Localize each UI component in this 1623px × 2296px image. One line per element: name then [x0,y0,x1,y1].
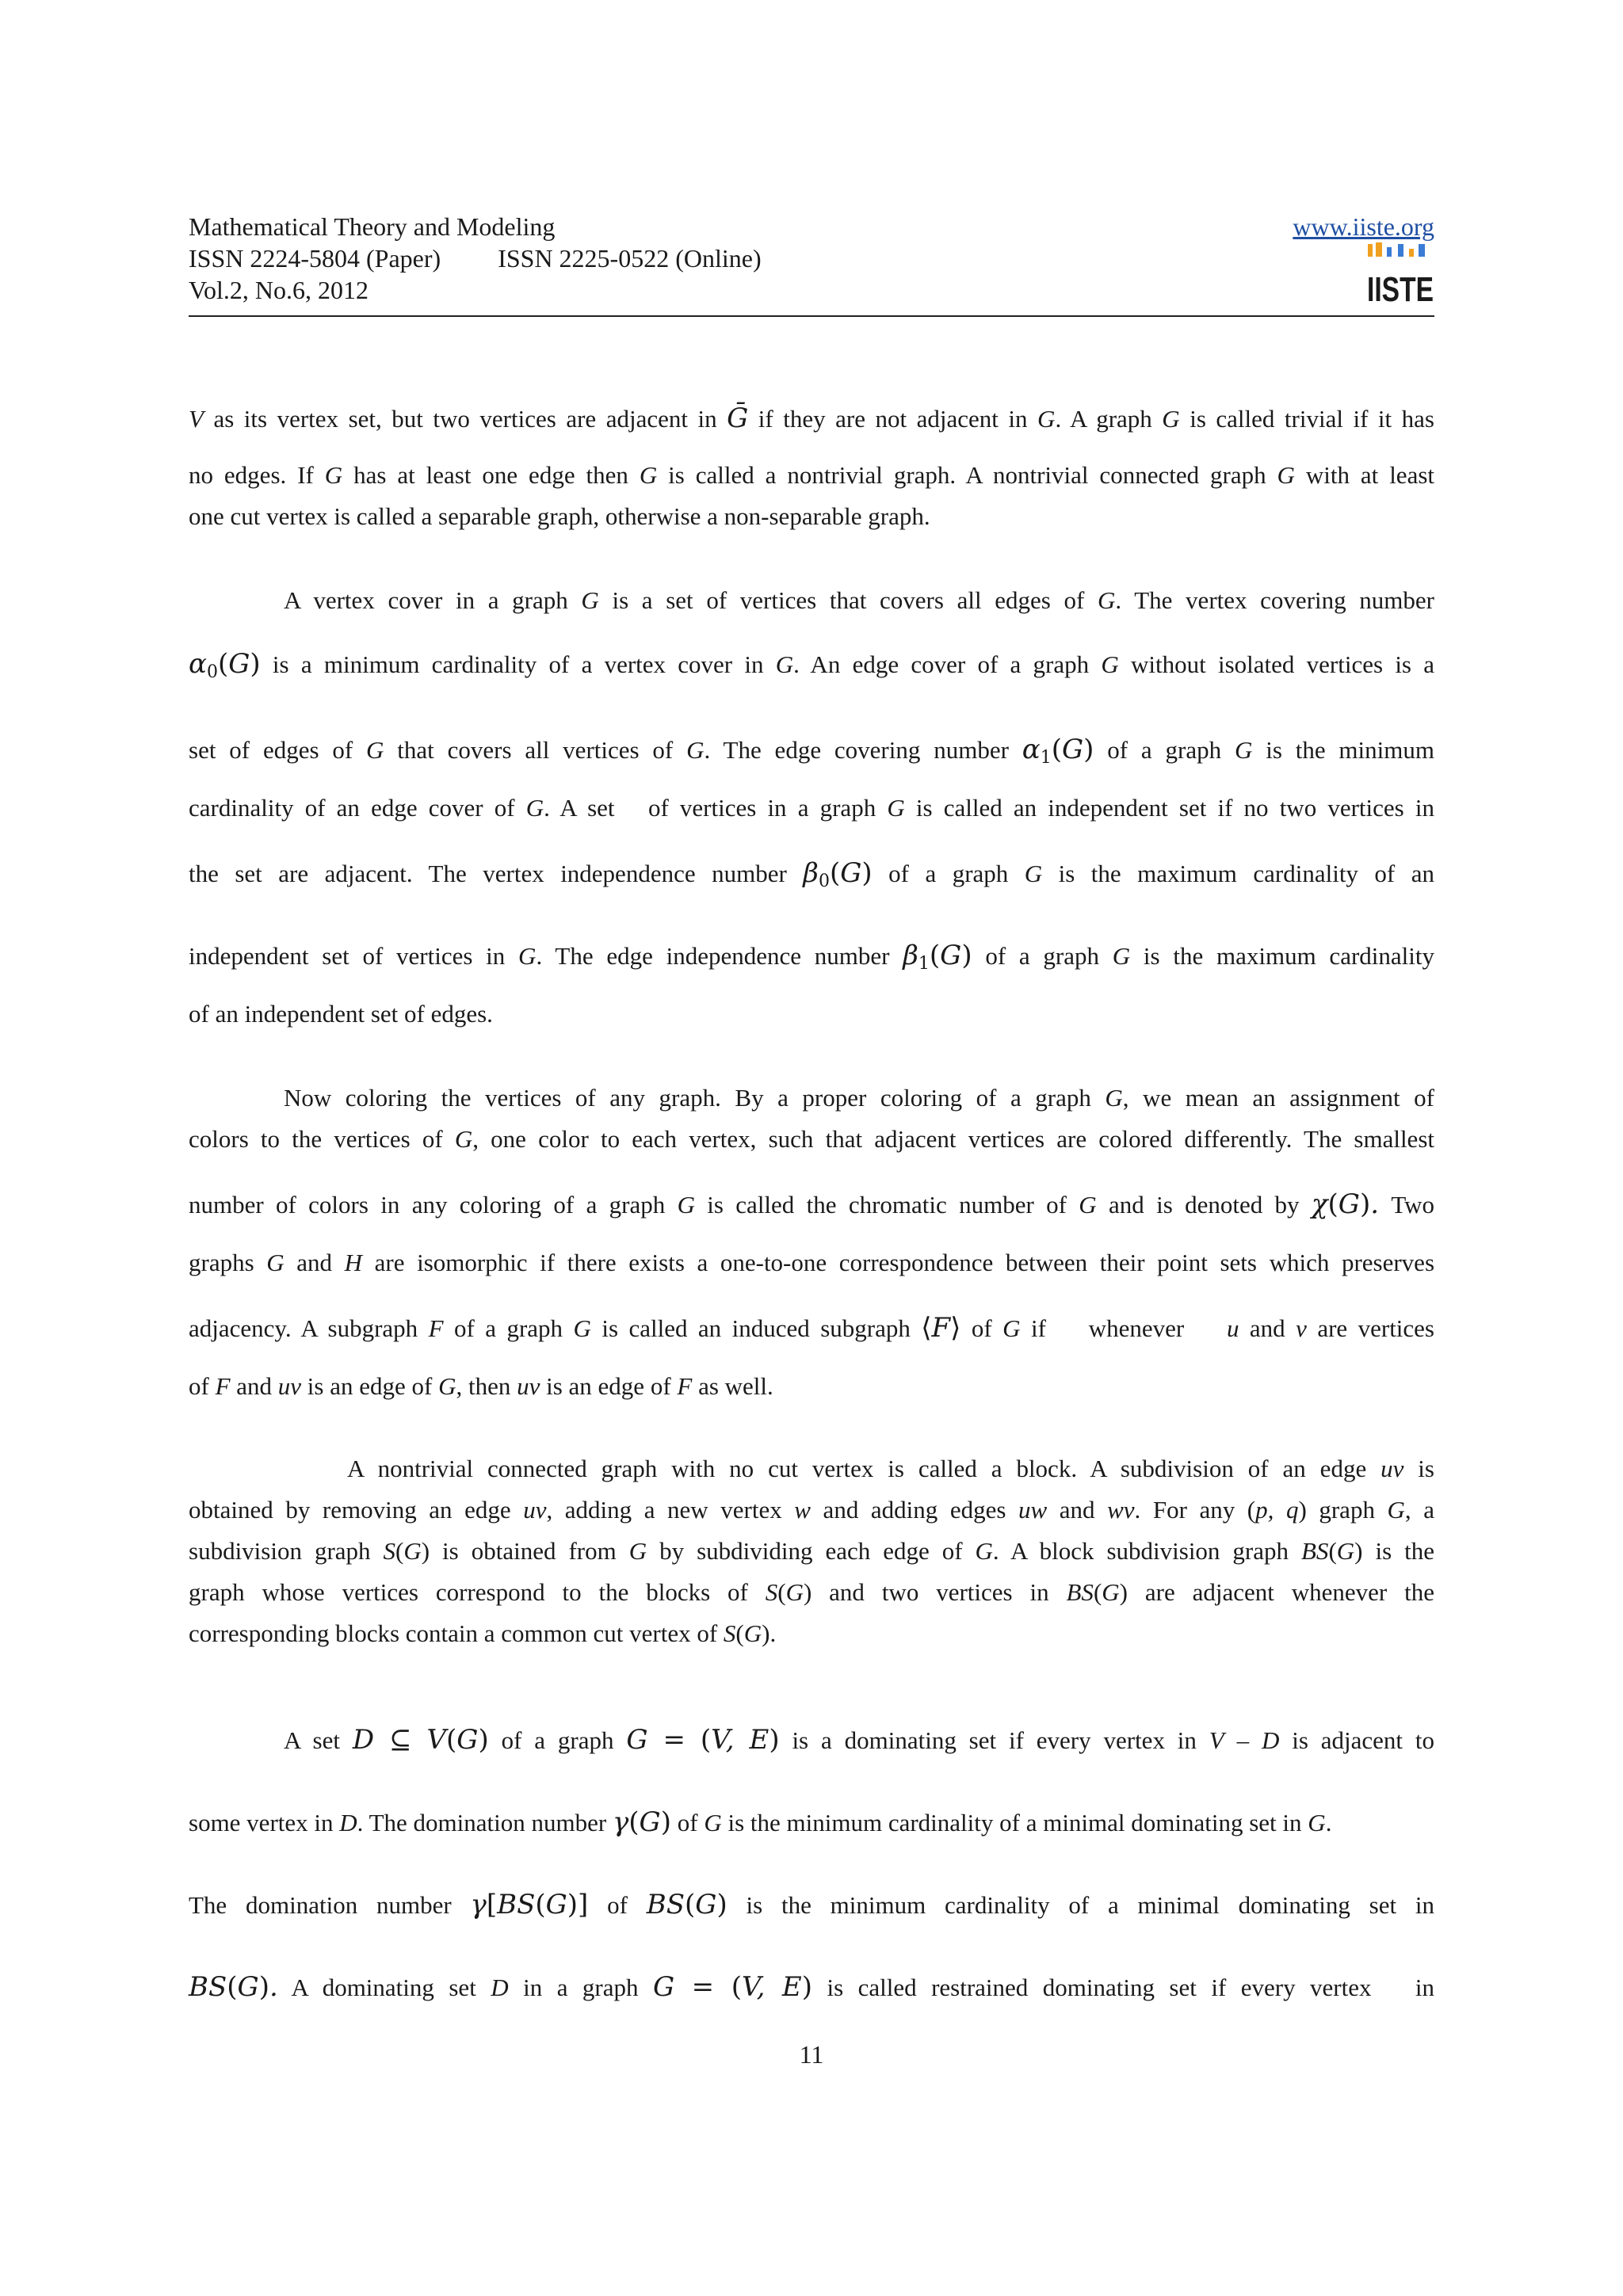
text-line: no edges. If G has at least one edge then G is called a nontrivial graph. A nontrivial connected graph G with at least [189,461,1434,489]
text-line: graph whose vertices correspond to the blocks of S(G) and two vertices in BS(G) are adjacent whenever the [189,1578,1434,1606]
text-line: BS(G). A dominating set D in a graph G = (V, E) is called restrained dominating set if every vertex in [189,1971,1434,2003]
text-line: of F and uv is an edge of G, then uv is an edge of F as well. [189,1372,773,1400]
text-line: the set are adjacent. The vertex independence number $\beta_0(G)$ of a graph G is the maximum cardinality of an [189,857,1434,891]
iiste-logo [1366,241,1434,309]
text-line: obtained by removing an edge uv, adding a new vertex w and adding edges uw and wv. For any (p, q) graph G, a [189,1496,1435,1524]
text-line: set of edges of G that covers all vertices of G. The edge covering number $\alpha_1(G)$ of a graph G is the minimum [189,734,1434,768]
header-rule [189,315,1434,317]
text-line: one cut vertex is called a separable graph, otherwise a non-separable graph. [189,502,930,530]
text-line: subdivision graph S(G) is obtained from G by subdividing each edge of G. A block subdivision graph BS(G) is the [189,1537,1434,1565]
volume-info: Vol.2, No.6, 2012 [189,276,369,304]
text-line: number of colors in any coloring of a graph G is called the chromatic number of G and is denoted by χ(G). Two [189,1188,1435,1220]
website-link[interactable]: www.iiste.org [1293,212,1434,241]
issn-online: ISSN 2225-0522 (Online) [498,244,762,273]
text-line: The domination number γ[BS(G)] of BS(G) is the minimum cardinality of a minimal dominating set in [189,1889,1434,1920]
text-line: graphs G and H are isomorphic if there exists a one-to-one correspondence between their point sets which preserves [189,1249,1435,1276]
text-line: of an independent set of edges. [189,1000,493,1028]
text-line: independent set of vertices in G. The edge independence number $\beta_1(G)$ of a graph G is the maximum cardinality [189,940,1434,974]
text-line: cardinality of an edge cover of G. A set of vertices in a graph G is called an independent set if no two vertices in [189,794,1434,822]
issn-line [189,242,762,274]
text-line: colors to the vertices of G, one color to each vertex, such that adjacent vertices are colored differently. The smallest [189,1125,1434,1153]
text-line: A vertex cover in a graph G is a set of vertices that covers all edges of G. The vertex covering number [284,586,1434,614]
journal-header [189,211,762,306]
text-line: A nontrivial connected graph with no cut vertex is called a block. A subdivision of an edge uv is [347,1455,1434,1482]
text-line: A set D ⊆ V(G) of a graph G = (V, E) is a dominating set if every vertex in V – D is adjacent to [284,1724,1435,1756]
text-line: some vertex in D. The domination number γ(G) of G is the minimum cardinality of a minimal dominating set in G. [189,1806,1332,1838]
svg-text:IISTE: IISTE [1367,270,1434,309]
issn-paper: ISSN 2224-5804 (Paper) [189,244,441,273]
journal-title: Mathematical Theory and Modeling [189,212,556,241]
page-number: 11 [799,2040,824,2069]
text-line: adjacency. A subgraph F of a graph G is called an induced subgraph ⟨F⟩ of G if whenever u and v are vertices [189,1312,1434,1344]
text-line: Now coloring the vertices of any graph. By a proper coloring of a graph G, we mean an assignment of [284,1084,1434,1112]
text-line: V as its vertex set, but two vertices are adjacent in Ḡ if they are not adjacent in G. A graph G is called trivial if it has [189,402,1434,434]
text-line: $\alpha_0(G)$ is a minimum cardinality of a vertex cover in G. An edge cover of a graph G without isolated vertices is a [189,648,1435,682]
text-line: corresponding blocks contain a common cut vertex of S(G). [189,1619,777,1647]
